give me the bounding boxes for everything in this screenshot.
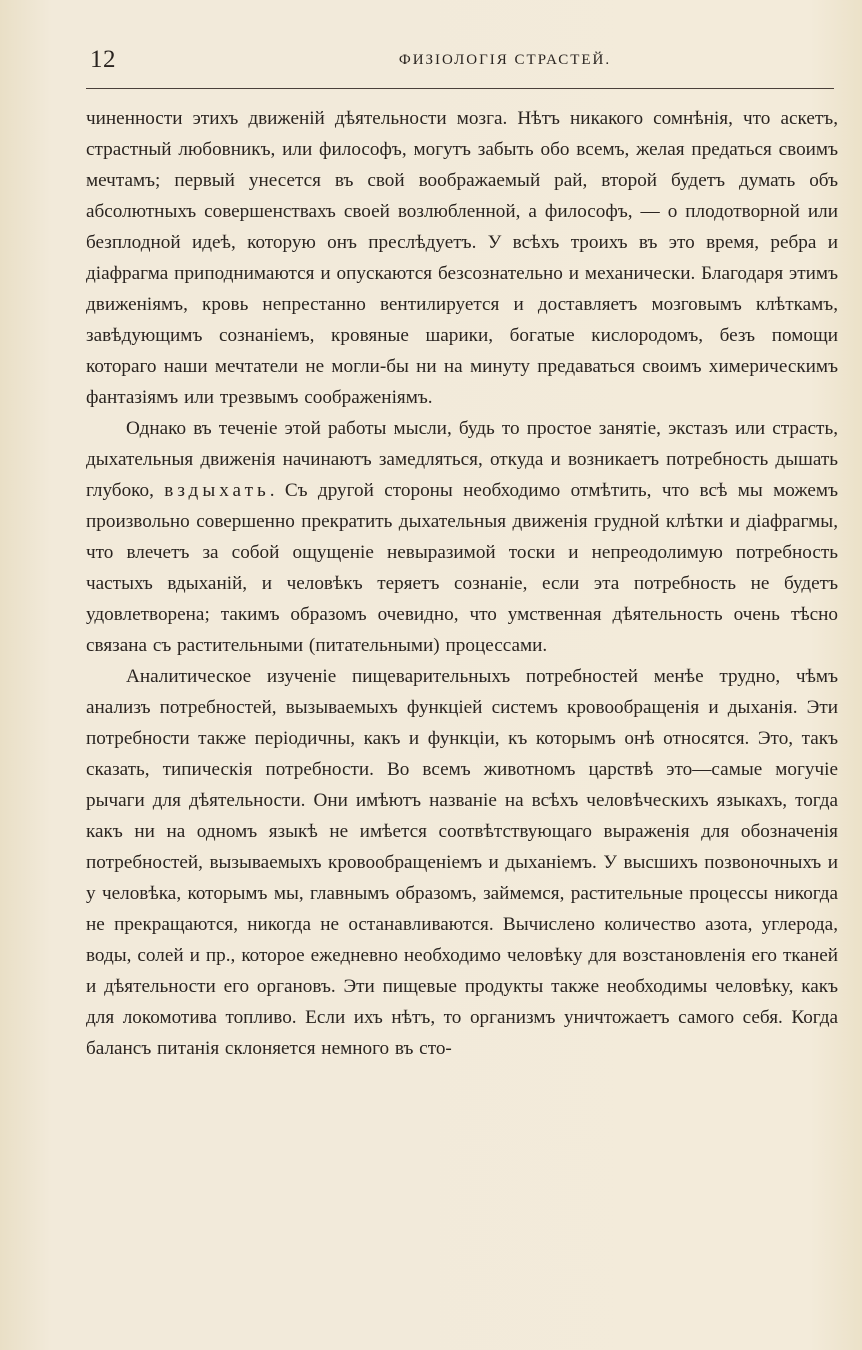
running-title: ФИЗІОЛОГІЯ СТРАСТЕЙ. bbox=[398, 52, 612, 68]
paragraph-breathing bbox=[86, 413, 838, 661]
paragraph-breathing-end: . Съ другой стороны необходимо отмѣтить, что всѣ мы можемъ произвольно совершенно прекратить дыхательныя движенія грудной клѣтки и діафрагмы, что влечетъ за собой ощущеніе невыразимой тоски и непреодолимую потребность частыхъ вдыханій, и человѣкъ теряетъ сознаніе, если эта потребность не будетъ удовлетворена; такимъ образомъ очевидно, что умственная дѣятельность очень тѣсно связана съ растительными (питательными) процессами. bbox=[86, 480, 838, 656]
paragraph-continuation: чиненности этихъ движеній дѣятельности мозга. Нѣтъ никакого сомнѣнія, что аскетъ, страстный любовникъ, или философъ, могутъ забыть обо всемъ, желая предаться своимъ мечтамъ; первый унесется въ свой воображаемый рай, второй будетъ думать объ абсолютныхъ совершенствахъ своей возлюбленной, а философъ, — о плодотворной или безплодной идеѣ, которую онъ преслѣдуетъ. У всѣхъ троихъ въ это время, ребра и діафрагма приподнимаются и опускаются безсознательно и механически. Благодаря этимъ движеніямъ, кровь непрестанно вентилируется и доставляетъ мозговымъ клѣткамъ, завѣдующимъ сознаніемъ, кровяные шарики, богатые кислородомъ, безъ помощи котораго наши мечтатели не могли-бы ни на минуту предаваться своимъ химерическимъ фантазіямъ или трезвымъ соображеніямъ. bbox=[86, 108, 838, 408]
page-header bbox=[86, 38, 834, 89]
paragraph-breathing-start: Однако въ теченіе этой работы мысли, будь то простое занятіе, экстазъ или страсть, дыхательныя движенія начинаютъ замедляться, откуда и возникаетъ потребность дышать глубоко, bbox=[86, 418, 838, 501]
page-body bbox=[86, 89, 838, 1064]
emphasized-word: вздыхать bbox=[164, 480, 270, 501]
page-number: 12 bbox=[90, 46, 116, 73]
paragraph-digestion: Аналитическое изученіе пищеварительныхъ потребностей менѣе трудно, чѣмъ анализъ потребностей, вызываемыхъ функціей системъ кровообращенія и дыханія. Эти потребности также періодичны, какъ и функціи, къ которымъ онѣ относятся. Это, такъ сказать, типическія потребности. Во всемъ животномъ царствѣ это—самые могучіе рычаги для дѣятельности. Они имѣютъ названіе на всѣхъ человѣческихъ языкахъ, тогда какъ ни на одномъ языкѣ не имѣется соотвѣтствующаго выраженія для обозначенія потребностей, вызываемыхъ кровообращеніемъ и дыханіемъ. У высшихъ позвоночныхъ и у человѣка, которымъ мы, главнымъ образомъ, займемся, растительные процессы никогда не прекращаются, никогда не останавливаются. Вычислено количество азота, углерода, воды, солей и пр., которое ежедневно необходимо человѣку для возстановленія его тканей и дѣятельности его органовъ. Эти пищевые продукты также необходимы человѣку, какъ для локомотива топливо. Если ихъ нѣтъ, то организмъ уничтожаетъ самого себя. Когда балансъ питанія склоняется немного въ сто- bbox=[86, 666, 838, 1059]
